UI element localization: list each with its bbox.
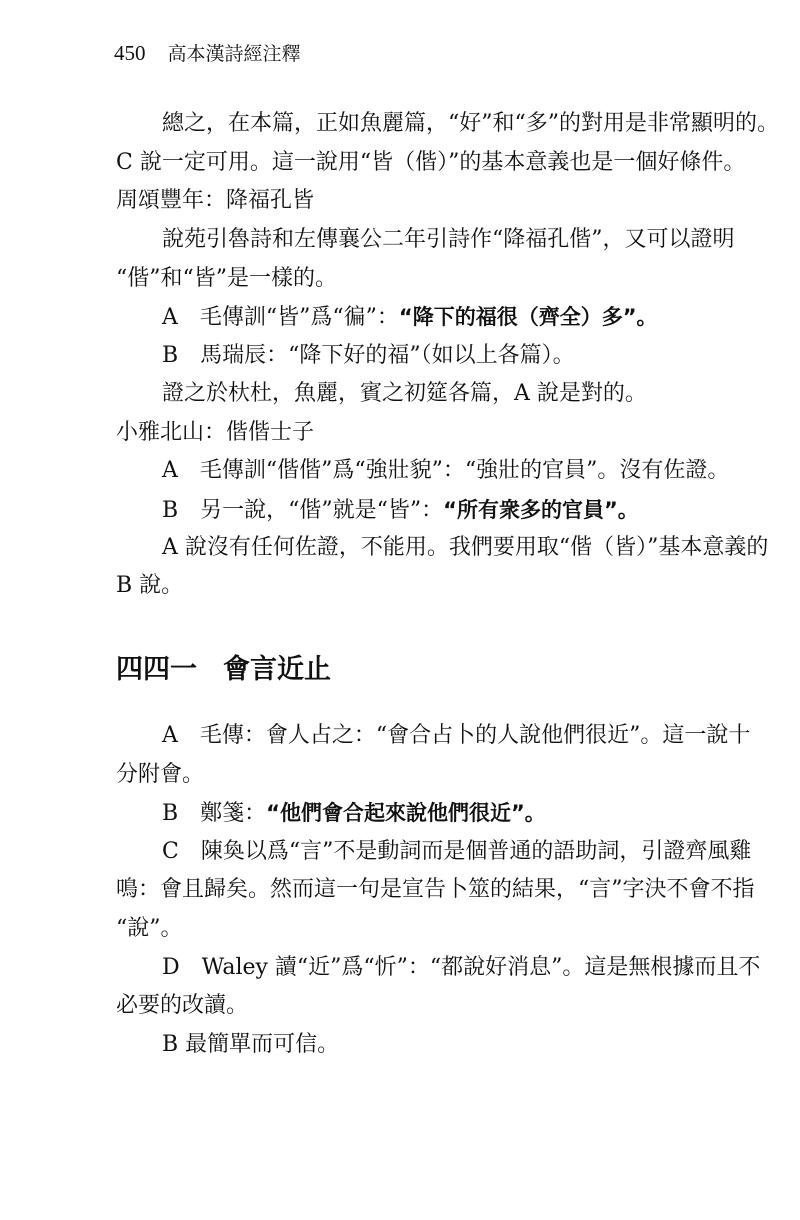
paragraph-line: B 說。 (116, 573, 184, 598)
section-title: 會言近止 (223, 654, 331, 685)
interpretation-d: D Waley 讀“近”爲“忻”：“都說好消息”。這是無根據而且不 (162, 955, 761, 980)
section-heading (116, 650, 331, 690)
paragraph-line: “偕”和“皆”是一樣的。 (116, 266, 337, 291)
interpretation-text: A 毛傳訓“皆”爲“徧”： (162, 305, 399, 330)
paragraph-line: 總之，在本篇，正如魚麗篇，“好”和“多”的對用是非常顯明的。 (162, 111, 779, 136)
paragraph-line: 必要的改讀。 (116, 993, 249, 1018)
interpretation-b: B 馬瑞辰：“降下好的福”（如以上各篇）。 (162, 343, 575, 368)
interpretation-translation: “降下的福很（齊全）多”。 (398, 305, 658, 329)
interpretation-c: C 陳奐以爲“言”不是動詞而是個普通的語助詞，引證齊風雞 (162, 839, 752, 864)
interpretation-text: B 鄭箋： (162, 801, 267, 826)
interpretation-a (162, 297, 762, 338)
interpretation-b (162, 793, 762, 834)
interpretation-a: A 毛傳訓“偕偕”爲“強壯貌”：“強壯的官員”。沒有佐證。 (162, 458, 730, 483)
book-title: 高本漢詩經注釋 (167, 43, 301, 65)
section-number: 四四一 (116, 654, 197, 685)
paragraph-line: A 說沒有任何佐證，不能用。我們要用取“偕（皆）”基本意義的 (162, 535, 769, 560)
interpretation-translation: “所有衆多的官員”。 (443, 498, 639, 522)
running-head (114, 40, 301, 67)
paragraph-line: C 說一定可用。這一說用“皆（偕）”的基本意義也是一個好條件。 (116, 150, 746, 175)
interpretation-text: B 另一說，“偕”就是“皆”： (162, 498, 444, 523)
paragraph-line: 分附會。 (116, 762, 205, 787)
interpretation-translation: “他們會合起來說他們很近”。 (266, 801, 546, 825)
interpretation-a: A 毛傳：會人占之：“會合占卜的人說他們很近”。這一說十 (162, 723, 751, 748)
paragraph-line: 證之於杕杜，魚麗，賓之初筵各篇，A 說是對的。 (162, 381, 647, 406)
poem-reference: 周頌豐年：降福孔皆 (116, 188, 315, 213)
conclusion: B 最簡單而可信。 (162, 1032, 340, 1057)
paragraph-line: 說苑引魯詩和左傳襄公二年引詩作“降福孔偕”，又可以證明 (162, 227, 735, 252)
paragraph-line: “說”。 (116, 916, 183, 941)
paragraph-line: 鳴：會且歸矣。然而這一句是宣告卜筮的結果，“言”字決不會不指 (116, 877, 755, 902)
interpretation-b (162, 490, 762, 531)
page-number: 450 (114, 41, 146, 65)
poem-reference: 小雅北山：偕偕士子 (116, 420, 315, 445)
